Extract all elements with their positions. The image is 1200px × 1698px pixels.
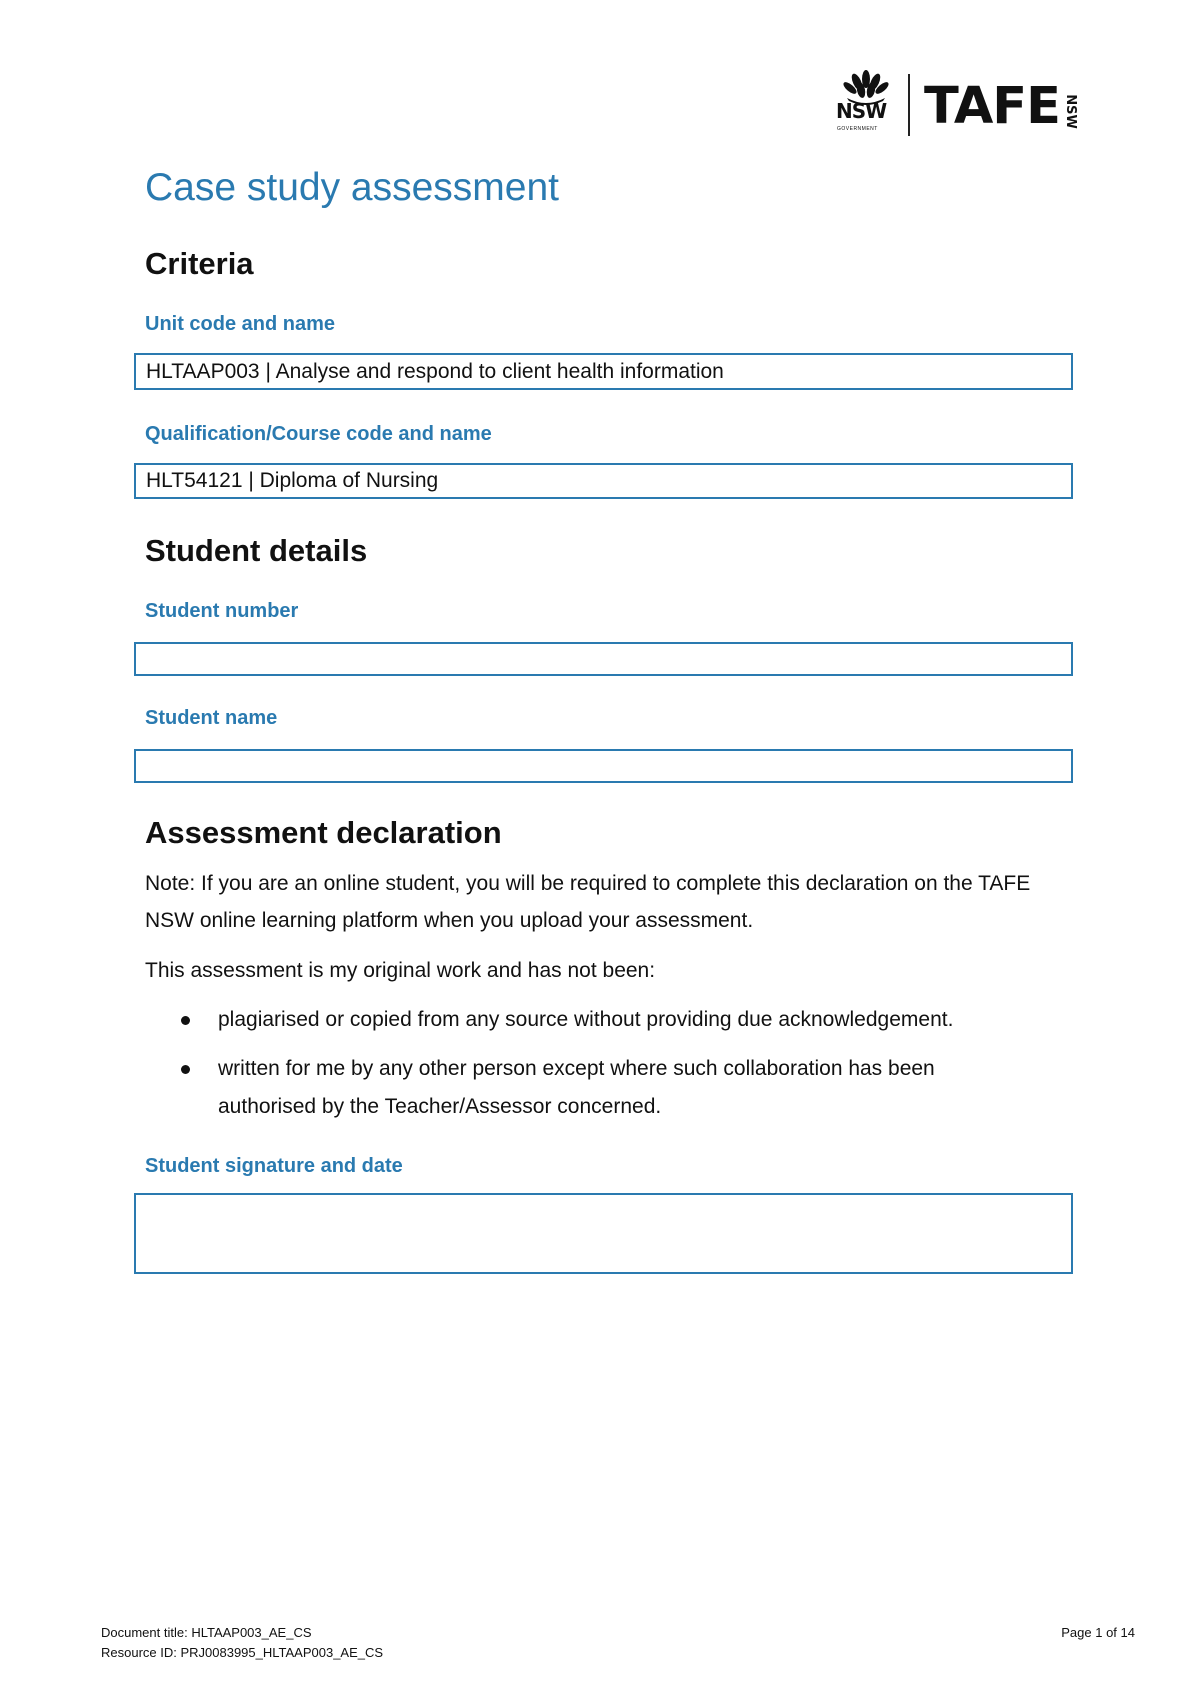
- assessment-declaration-heading: Assessment declaration: [145, 815, 502, 850]
- qualification-field[interactable]: HLT54121 | Diploma of Nursing: [134, 463, 1073, 499]
- declaration-bullet: plagiarised or copied from any source without providing due acknowledgement.: [218, 1008, 954, 1031]
- nsw-logo-subtext: GOVERNMENT: [837, 126, 878, 132]
- signature-label: Student signature and date: [145, 1155, 403, 1177]
- bullet-icon: [181, 1065, 190, 1074]
- student-name-label: Student name: [145, 707, 278, 729]
- student-number-label: Student number: [145, 600, 299, 622]
- declaration-intro: This assessment is my original work and has not been:: [145, 959, 656, 982]
- declaration-note: Note: If you are an online student, you will be required to complete this declaration on the TAFE NSW online learning platform when you upload your assessment.: [145, 872, 1031, 932]
- tafe-logo-text: TAFE: [924, 77, 1060, 136]
- footer-document-title: Document title: HLTAAP003_AE_CS: [101, 1625, 312, 1640]
- qualification-label: Qualification/Course code and name: [145, 423, 492, 445]
- nsw-logo-text: NSW: [836, 99, 887, 123]
- footer-resource-id: Resource ID: PRJ0083995_HLTAAP003_AE_CS: [101, 1645, 384, 1660]
- header-logos: [835, 68, 1095, 140]
- bullet-icon: [181, 1016, 190, 1025]
- nsw-government-logo: [835, 68, 895, 140]
- logo-divider: [908, 74, 910, 136]
- tafe-logo-suffix-text: NSW: [1062, 94, 1078, 129]
- student-details-heading: Student details: [145, 533, 368, 568]
- unit-code-field[interactable]: HLTAAP003 | Analyse and respond to client health information: [134, 353, 1073, 390]
- tafe-logo-suffix: [1062, 88, 1087, 138]
- student-name-field[interactable]: [134, 749, 1073, 783]
- signature-field[interactable]: [134, 1193, 1073, 1274]
- student-number-field[interactable]: [134, 642, 1073, 676]
- declaration-bullet: written for me by any other person except where such collaboration has been authorised by the Teacher/Assessor concerned.: [218, 1057, 935, 1118]
- unit-code-label: Unit code and name: [145, 313, 336, 335]
- footer-page-number: Page 1 of 14: [1061, 1625, 1135, 1640]
- page-title: Case study assessment: [145, 166, 560, 209]
- criteria-heading: Criteria: [145, 246, 254, 281]
